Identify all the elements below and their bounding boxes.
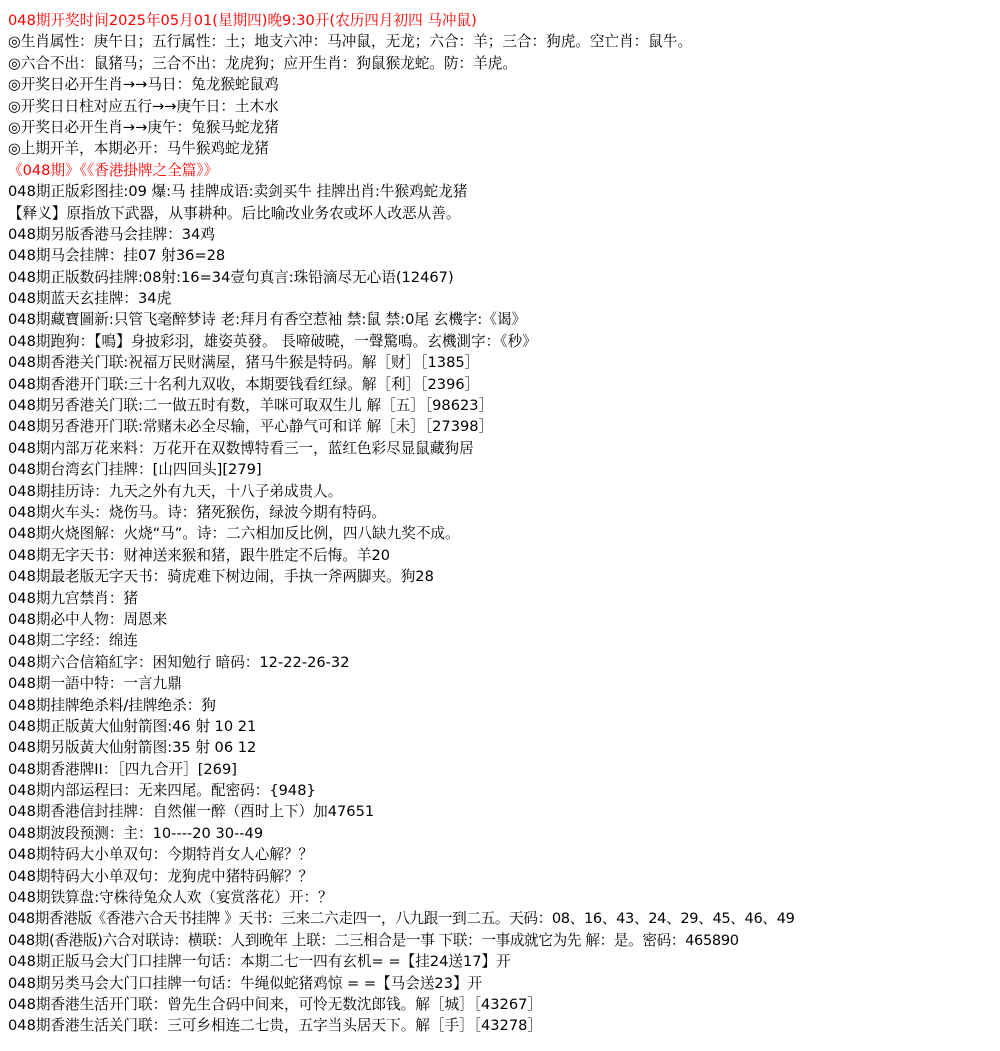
text-line: 048期铁算盘:守株待兔众人欢（宴赏落花）开：？ bbox=[8, 889, 333, 907]
heading-line: 《048期》《《香港掛牌之全篇》》 bbox=[8, 161, 219, 179]
text-line: 048期(香港版)六合对联诗：横联：人到晚年 上联：二三相合是一事 下联：一事成就它为先 解：是。密码：465890 bbox=[8, 931, 739, 949]
text-line: 048期蓝天玄挂牌：34虎 bbox=[8, 290, 172, 308]
text-line: 048期另版香港马会挂牌：34鸡 bbox=[8, 225, 215, 243]
text-line: 048期特码大小单双句：今期特肖女人心解？？ bbox=[8, 846, 314, 864]
text-line: 048期台湾玄门挂牌：[山四回头][279] bbox=[8, 461, 262, 479]
text-line: ◎上期开羊，本期必开：马牛猴鸡蛇龙猪 bbox=[8, 140, 269, 158]
text-line: 048期挂历诗：九天之外有九天，十八子弟成贵人。 bbox=[8, 482, 343, 500]
text-line: 048期内部运程曰：无来四尾。配密码：{948} bbox=[8, 782, 316, 800]
text-line: 048期火烧图解：火烧“马”。诗：二六相加反比例，四八缺九奖不成。 bbox=[8, 525, 460, 543]
text-line: 048期正版彩图挂:09 爆:马 挂牌成语:卖剑买牛 挂牌出肖:牛猴鸡蛇龙猪 bbox=[8, 183, 468, 201]
text-line: 048期马会挂牌：挂07 射36=28 bbox=[8, 247, 226, 265]
text-line: 【释义】原指放下武器，从事耕种。后比喻改业务农或坏人改恶从善。 bbox=[8, 204, 461, 222]
text-line: 048期最老版无字天书：骑虎难下树边闹，手执一斧两脚夹。狗28 bbox=[8, 568, 434, 586]
text-line: 048期另版黃大仙射箭图:35 射 06 12 bbox=[8, 739, 257, 757]
text-line: 048期香港信封挂牌：自然催一醉（酉时上下）加47651 bbox=[8, 803, 375, 821]
text-line: 048期另香港关门联:二一做五时有数，羊咪可取双生儿 解［五］［98623］ bbox=[8, 397, 494, 415]
text-line: ◎生肖属性：庚午日；五行属性：土；地支六冲：马冲鼠，无龙；六合：羊；三合：狗虎。空亡肖：鼠牛。 bbox=[8, 33, 693, 51]
text-line: 048期六合信箱紅字：困知勉行 暗码：12-22-26-32 bbox=[8, 653, 350, 671]
text-line: 048期另类马会大门口挂牌一句话：牛绳似蛇猪鸡惊 = =【马会送23】开 bbox=[8, 974, 483, 992]
text-line: 048期香港生活关门联：三可乡相连二七贵，五字当头居天下。解［手］［43278］ bbox=[8, 1017, 542, 1035]
text-line: 048期香港生活开门联：曾先生合码中间来，可怜无数沈郎钱。解［城］［43267］ bbox=[8, 995, 542, 1013]
text-line: 048期二字经：绵连 bbox=[8, 632, 139, 650]
text-line: 048期特码大小单双句：龙狗虎中猪特码解？？ bbox=[8, 867, 314, 885]
text-line: 048期无字天书：财神送来猴和猪，跟牛胜定不后悔。羊20 bbox=[8, 546, 391, 564]
text-line: 048期必中人物：周恩来 bbox=[8, 610, 168, 628]
text-line: 048期香港开门联:三十名利九双收，本期要钱看红绿。解［利］［2396］ bbox=[8, 375, 480, 393]
text-line: 048期藏寶圖新:只管飞毫醉梦诗 老:拜月有香空惹袖 禁:鼠 禁:0尾 玄機字:《谒》 bbox=[8, 311, 527, 329]
text-line: ◎开奖日日柱对应五行→→庚午日：土木水 bbox=[8, 97, 279, 115]
text-line: 048期另香港开门联:常赌未必全尽输，平心静气可和详 解［未］［27398］ bbox=[8, 418, 494, 436]
text-line: 048期香港版《香港六合天书挂牌 》天书：三来二六走四一，八九跟一到二五。天码：08、16、43、24、29、45、46、49 bbox=[8, 910, 795, 928]
text-line: 048期内部万花来料：万花开在双数博特看三一，蓝红色彩尽显鼠藏狗居 bbox=[8, 439, 474, 457]
text-line: ◎开奖日必开生肖→→马日：兔龙猴蛇鼠鸡 bbox=[8, 76, 279, 94]
text-line: 048期香港关门联:祝福万民财满屋，猪马牛猴是特码。解［财］［1385］ bbox=[8, 354, 480, 372]
text-line: 048期正版马会大门口挂牌一句话：本期二七一四有玄机= =【挂24送17】开 bbox=[8, 953, 511, 971]
text-line: 048期波段预测：主：10----20 30--49 bbox=[8, 824, 264, 842]
text-line: 048期香港牌II：［四九合开］[269] bbox=[8, 760, 237, 778]
text-line: 048期一語中特：一言九鼎 bbox=[8, 675, 182, 693]
text-line: 048期正版数码挂牌:08射:16=34壹句真言:珠铅滴尽无心语(12467) bbox=[8, 268, 454, 286]
text-line: 048期火车头：烧伤马。诗：猪死猴伤，绿波今期有特码。 bbox=[8, 503, 387, 521]
text-line: 048期跑狗：【鳴】身披彩羽，雄姿英發。 長啼破曉，一聲驚鳴。玄機測字：《秒》 bbox=[8, 332, 537, 350]
text-line: 048期九宫禁肖：猪 bbox=[8, 589, 139, 607]
text-line: 048期正版黃大仙射箭图:46 射 10 21 bbox=[8, 717, 257, 735]
text-line: ◎六合不出：鼠猪马；三合不出：龙虎狗；应开生肖：狗鼠猴龙蛇。防：羊虎。 bbox=[8, 54, 517, 72]
text-line: 048期挂牌绝杀料/挂牌绝杀：狗 bbox=[8, 696, 216, 714]
text-line: ◎开奖日必开生肖→→庚午：兔猴马蛇龙猪 bbox=[8, 118, 279, 136]
heading-line: 048期开奖时间2025年05月01(星期四)晚9:30开(农历四月初四 马冲鼠) bbox=[8, 12, 477, 29]
